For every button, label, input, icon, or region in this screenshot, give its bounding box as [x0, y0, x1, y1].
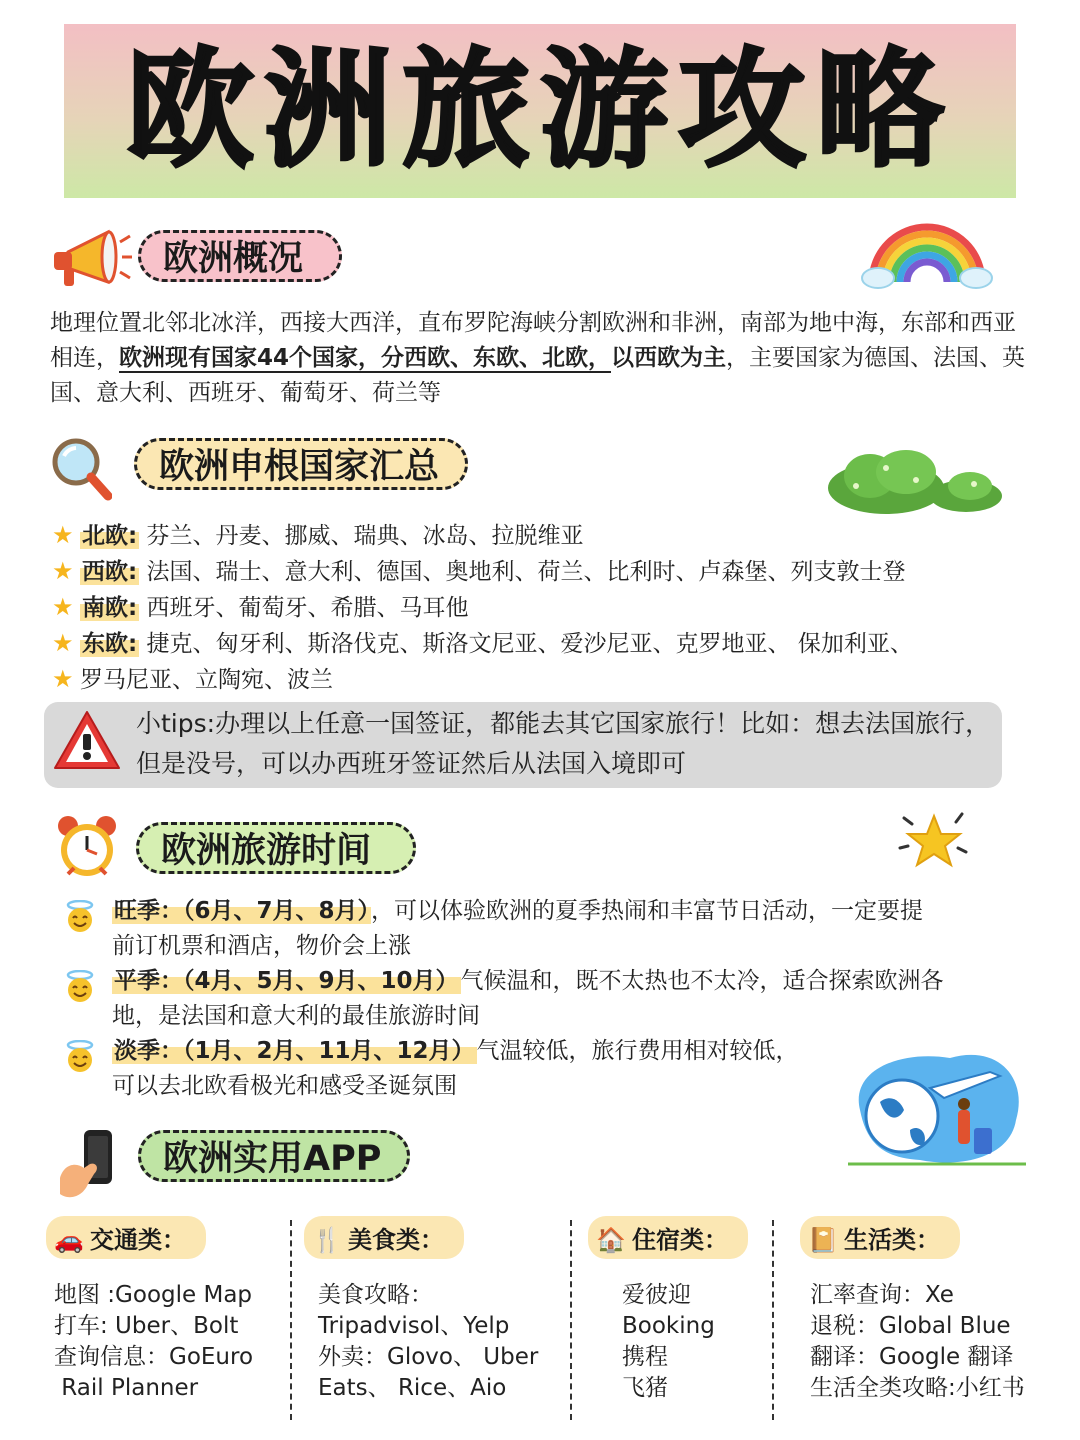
warning-icon [52, 708, 122, 772]
page-title: 欧洲旅游攻略 [125, 36, 954, 185]
list-item: 外卖：Glovo、 Uber [318, 1344, 539, 1370]
rainbow-icon [860, 208, 994, 290]
halo-smile-icon [62, 970, 98, 1002]
megaphone-icon [46, 222, 132, 296]
car-icon: 🚗 [54, 1226, 84, 1254]
list-item: 翻译：Google 翻译 [810, 1344, 1014, 1370]
overview-paragraph [50, 306, 1035, 411]
list-item: 退税：Global Blue [810, 1313, 1011, 1339]
magnifier-icon [50, 436, 112, 502]
list-item: 飞猪 [622, 1375, 668, 1401]
list-item: 携程 [622, 1344, 668, 1370]
list-item: Booking [622, 1313, 715, 1339]
bush-icon [826, 446, 1004, 514]
list-item: 汇率查询：Xe [810, 1282, 954, 1308]
section-heading-overview: 欧洲概况 [138, 230, 342, 282]
list-item: ★ 罗马尼亚、立陶宛、波兰 [52, 662, 1052, 698]
list-item: 打车: Uber、Bolt [54, 1313, 239, 1339]
list-item: 查询信息：GoEuro [54, 1344, 254, 1370]
title-banner [64, 24, 1016, 198]
app-column-transport: 🚗 交通类： [46, 1216, 206, 1259]
star-icon: ★ [52, 557, 74, 585]
house-icon: 🏠 [596, 1226, 626, 1254]
list-item: 平季：（4月、5月、9月、10月）气候温和，既不太热也不太冷，适合探索欧洲各 地，是法国和意大利的最佳旅游时间 [62, 964, 1042, 1034]
list-item: 爱彼迎 [622, 1282, 691, 1308]
globe-travel-icon [840, 1040, 1030, 1172]
list-item: Rail Planner [54, 1375, 199, 1401]
list-item: ★ 南欧: 西班牙、葡萄牙、希腊、马耳他 [52, 590, 1052, 626]
list-item: 生活全类攻略:小红书 [810, 1375, 1025, 1401]
list-item: 美食攻略： [318, 1282, 433, 1308]
app-list-food [318, 1280, 538, 1404]
list-item: ★ 东欧: 捷克、匈牙利、斯洛伐克、斯洛文尼亚、爱沙尼亚、克罗地亚、 保加利亚、 [52, 626, 1052, 662]
phone-hand-icon [54, 1128, 128, 1202]
overview-text-1: 地理位置北邻北冰洋，西接大西洋，直布罗陀海峡分割欧洲和非洲，南部为地中海，东部和西亚相连， [50, 310, 1016, 371]
app-column-food: 🍴 美食类： [304, 1216, 464, 1259]
app-column-life: 📔 生活类： [800, 1216, 960, 1259]
halo-smile-icon [62, 900, 98, 932]
column-divider [772, 1220, 774, 1420]
tips-text: 小tips:办理以上任意一国签证，都能去其它国家旅行！比如：想去法国旅行，但是没号，可以办西班牙签证然后从法国入境即可 [136, 709, 991, 778]
section-heading-apps: 欧洲实用APP [138, 1130, 410, 1182]
cutlery-icon: 🍴 [312, 1226, 342, 1254]
star-icon: ★ [52, 521, 74, 549]
list-item: 淡季：（1月、2月、11月、12月）气温较低，旅行费用相对较低， 可以去北欧看极光和感受圣诞氛围 [62, 1034, 1042, 1104]
list-item: 旺季：（6月、7月、8月），可以体验欧洲的夏季热闹和丰富节日活动，一定要提 前订机票和酒店，物价会上涨 [62, 894, 1042, 964]
schengen-list [52, 518, 1052, 698]
overview-text-2: ，主要国家为德国、法国、英国、意大利、西班牙、葡萄牙、荷兰等 [50, 345, 1026, 406]
app-list-transport [54, 1280, 253, 1404]
halo-smile-icon [62, 1040, 98, 1072]
app-list-stay [622, 1280, 715, 1404]
list-item: Eats、 Rice、Aio [318, 1375, 507, 1401]
overview-text-underlined: 欧洲现有国家44个国家，分西欧、东欧、北欧， [119, 345, 612, 371]
section-heading-schengen: 欧洲申根国家汇总 [134, 438, 468, 490]
overview-text-bold: 以西欧为主 [611, 345, 727, 371]
star-icon: ★ [52, 629, 74, 657]
app-column-stay: 🏠 住宿类： [588, 1216, 748, 1259]
column-divider [570, 1220, 572, 1420]
list-item: ★ 西欧: 法国、瑞士、意大利、德国、奥地利、荷兰、比利时、卢森堡、列支敦士登 [52, 554, 1052, 590]
section-heading-time: 欧洲旅游时间 [136, 822, 416, 874]
sparkle-star-icon [896, 804, 972, 878]
list-item: ★ 北欧: 芬兰、丹麦、挪威、瑞典、冰岛、拉脱维亚 [52, 518, 1052, 554]
alarm-clock-icon [54, 814, 120, 880]
star-icon: ★ [52, 593, 74, 621]
list-item: 地图 :Google Map [54, 1282, 253, 1308]
passport-icon: 📔 [808, 1226, 838, 1254]
app-list-life [810, 1280, 1025, 1404]
column-divider [290, 1220, 292, 1420]
list-item: Tripadvisol、Yelp [318, 1313, 510, 1339]
star-icon: ★ [52, 665, 74, 693]
